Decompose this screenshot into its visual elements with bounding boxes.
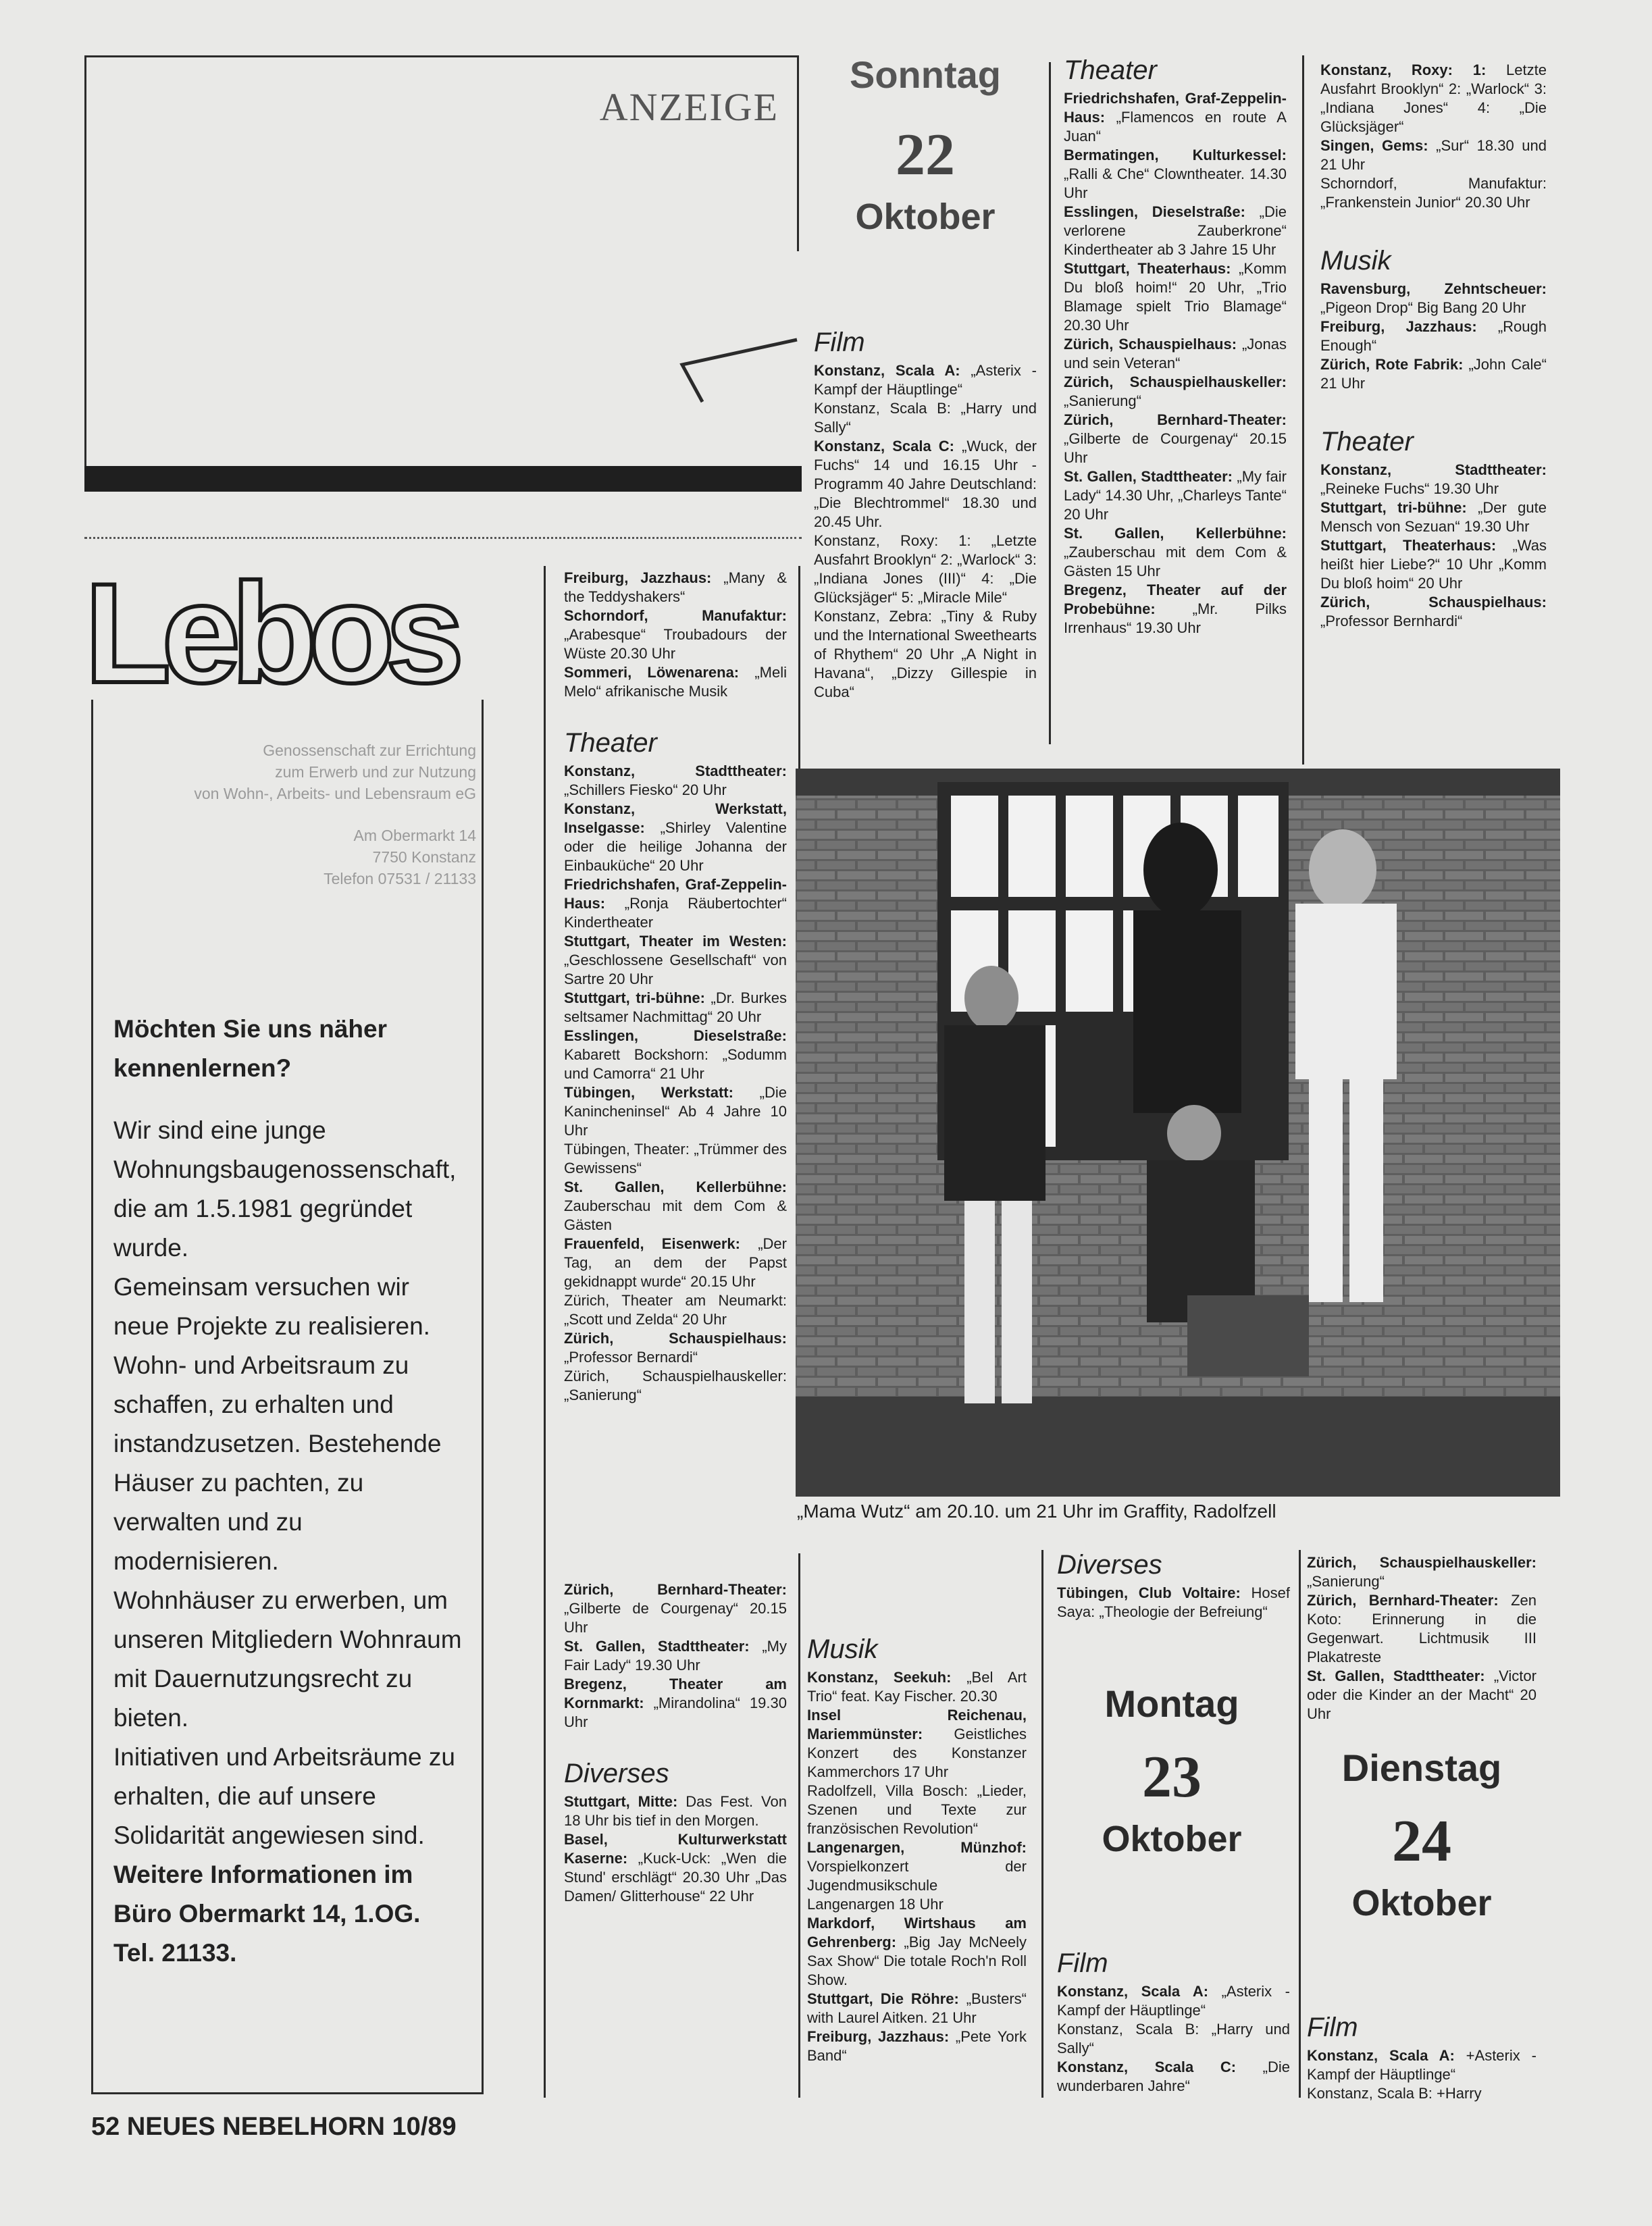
- listing-text: „Rough Enough“: [1320, 318, 1547, 354]
- listing-entry: [814, 399, 1037, 437]
- listing-place: Stuttgart, Theaterhaus:: [1320, 537, 1497, 554]
- col4-film-block: [1057, 1948, 1290, 2096]
- listing-text: „Professor Bernhardi“: [1320, 613, 1463, 629]
- sunday-day: 22: [896, 122, 955, 188]
- col4-film-list: [1057, 1982, 1290, 2096]
- anzeige-label: ANZEIGE: [599, 85, 779, 129]
- listing-text: „Arabesque“ Troubadours der Wüste 20.30 Uhr: [564, 626, 787, 662]
- listing-entry: [564, 1083, 787, 1140]
- divider-col4-col5-bottom: [1299, 1550, 1301, 2098]
- listing-place: Insel Reichenau, Mariemmünster:: [807, 1707, 1027, 1742]
- col5-top-block: [1320, 61, 1547, 631]
- listing-place: Freiburg, Jazzhaus:: [807, 2028, 950, 2045]
- section-film-monday: Film: [1057, 1948, 1108, 1978]
- listing-entry: [1320, 498, 1547, 536]
- listing-place: Esslingen, Dieselstraße:: [564, 1027, 787, 1044]
- listing-entry: [564, 569, 787, 606]
- listing-text: „Many & the Teddyshakers“: [564, 569, 787, 605]
- listing-place: Langenargen, Münzhof:: [807, 1839, 1027, 1856]
- listing-text: „My fair Lady“ 14.30 Uhr, „Charleys Tante“ 20 Uhr: [1064, 468, 1287, 523]
- sunday-date: [807, 53, 1043, 238]
- section-musik-col5: Musik: [1320, 246, 1391, 276]
- lebos-addr-line-2: 7750 Konstanz: [372, 848, 476, 866]
- listing-place: Tübingen, Club Voltaire:: [1057, 1584, 1241, 1601]
- listing-text: „Dr. Burkes seltsamer Nachmittag“ 20 Uhr: [564, 989, 787, 1025]
- listing-place: Stuttgart, Die Röhre:: [807, 1990, 959, 2007]
- listing-entry: [564, 1637, 787, 1675]
- listing-entry: [1320, 355, 1547, 393]
- listing-place: Bermatingen, Kulturkessel:: [1064, 147, 1287, 163]
- listing-text: „Pigeon Drop“ Big Bang 20 Uhr: [1320, 299, 1526, 316]
- listing-text: „Ralli & Che“ Clowntheater. 14.30 Uhr: [1064, 165, 1287, 201]
- listing-text: Zürich, Schauspielhauskeller: „Sanierung“: [564, 1368, 787, 1403]
- listing-text: „Jonas und sein Veteran“: [1064, 336, 1287, 371]
- col3-film-block: [814, 328, 1037, 702]
- listing-entry: [807, 1990, 1027, 2027]
- tuesday-date: [1303, 1746, 1540, 1924]
- lebos-body: [113, 1010, 465, 1973]
- lebos-sub-line-3: von Wohn-, Arbeits- und Lebensraum eG: [194, 785, 476, 802]
- divider-col4-col5: [1302, 55, 1304, 765]
- listing-entry: [564, 932, 787, 989]
- listing-text: Das Fest. Von 18 Uhr bis tief in den Morgen.: [564, 1793, 787, 1829]
- listing-entry: [1057, 2058, 1290, 2096]
- col2-top-block: [564, 569, 787, 1405]
- col5-bottom-list: [1307, 1553, 1537, 1724]
- listing-place: Zürich, Schauspielhaus:: [564, 1330, 787, 1347]
- listing-entry: [1064, 411, 1287, 467]
- section-musik-col3: Musik: [807, 1634, 878, 1664]
- listing-entry: [814, 532, 1037, 607]
- listing-text: Tübingen, Theater: „Trümmer des Gewissens“: [564, 1141, 787, 1176]
- listing-text: „Sur“ 18.30 und 21 Uhr: [1320, 137, 1547, 173]
- listing-place: Bregenz, Theater auf der Probebühne:: [1064, 581, 1287, 617]
- listing-text: Konstanz, Roxy: 1: „Letzte Ausfahrt Brooklyn“ 2: „Warlock“ 3: „Indiana Jones (III)“ 4: „Die Glücksjäger“ 5: „Miracle Mile“: [814, 532, 1037, 606]
- listing-entry: [564, 1027, 787, 1083]
- listing-place: Friedrichshafen, Graf-Zeppelin-Haus:: [1064, 90, 1287, 126]
- divider-col2-col3-bottom: [798, 1553, 800, 2098]
- listing-text: „Big Jay McNeely Sax Show“ Die totale Roch'n Roll Show.: [807, 1934, 1027, 1988]
- tuesday-month: Oktober: [1351, 1883, 1492, 1923]
- monday-day: 23: [1142, 1744, 1202, 1810]
- listing-entry: [564, 800, 787, 875]
- col4-theater-block: [1064, 55, 1287, 638]
- listing-text: Radolfzell, Villa Bosch: „Lieder, Szenen und Texte zur französischen Revolution“: [807, 1782, 1027, 1837]
- tuesday-weekday: Dienstag: [1341, 1746, 1502, 1789]
- lebos-logo-frame: [78, 561, 510, 702]
- listing-place: St. Gallen, Stadttheater:: [1307, 1667, 1485, 1684]
- listing-text: Schorndorf, Manufaktur: „Frankenstein Junior“ 20.30 Uhr: [1320, 175, 1547, 211]
- listing-entry: [807, 1914, 1027, 1990]
- listing-entry: [1320, 174, 1547, 212]
- listing-text: „Shirley Valentine oder die heilige Johanna der Einbauküche“ 20 Uhr: [564, 819, 787, 874]
- lebos-addr-line-1: Am Obermarkt 14: [353, 827, 476, 844]
- listing-entry: [1064, 581, 1287, 638]
- lebos-subtitle: [95, 740, 476, 889]
- col4-bottom-block: [1057, 1550, 1290, 1622]
- anzeige-right-edge: [797, 55, 799, 251]
- col5-bottom-block: [1307, 1553, 1537, 1724]
- listing-text: „Die Kanincheninsel“ Ab 4 Jahre 10 Uhr: [564, 1084, 787, 1139]
- listing-place: Konstanz, Scala A:: [1057, 1983, 1209, 2000]
- listing-place: Konstanz, Werkstatt, Inselgasse:: [564, 800, 787, 836]
- listing-entry: [564, 1235, 787, 1291]
- listing-text: „Komm Du bloß hoim!“ 20 Uhr, „Trio Blamage spielt Trio Blamage“ 20.30 Uhr: [1064, 260, 1287, 334]
- listing-text: „Schillers Fiesko“ 20 Uhr: [564, 781, 727, 798]
- listing-entry: [1320, 136, 1547, 174]
- listing-text: „Die verlorene Zauberkrone“ Kindertheater ab 3 Jahre 15 Uhr: [1064, 203, 1287, 258]
- anzeige-arrow-stroke: [669, 334, 804, 415]
- listing-place: Zürich, Bernhard-Theater:: [564, 1581, 787, 1598]
- col2-bottom-block: [564, 1580, 787, 1906]
- listing-place: Stuttgart, Mitte:: [564, 1793, 678, 1810]
- listing-entry: [1320, 61, 1547, 136]
- listing-entry: [1320, 536, 1547, 593]
- listing-place: Konstanz, Seekuh:: [807, 1669, 952, 1686]
- section-film-sunday: Film: [814, 328, 865, 357]
- listing-text: Konstanz, Scala B: +Harry: [1307, 2085, 1482, 2102]
- page-footer: 52 NEUES NEBELHORN 10/89: [91, 2113, 457, 2141]
- section-diverses-col2: Diverses: [564, 1759, 669, 1788]
- col4-diverses-list: [1057, 1584, 1290, 1622]
- listing-text: Hosef Saya: „Theologie der Befreiung“: [1057, 1584, 1290, 1620]
- listing-place: Sommeri, Löwenarena:: [564, 664, 740, 681]
- listing-text: Zürich, Theater am Neumarkt: „Scott und Zelda“ 20 Uhr: [564, 1292, 787, 1328]
- lebos-sub-line-1: Genossenschaft zur Errichtung: [263, 742, 476, 759]
- listing-entry: [564, 762, 787, 800]
- listing-text: Zen Koto: Erinnerung in die Gegenwart. Lichtmusik III Plakatreste: [1307, 1592, 1537, 1665]
- listing-entry: [1064, 524, 1287, 581]
- col5-theater-list: [1320, 461, 1547, 631]
- listing-entry: [1320, 461, 1547, 498]
- sunday-weekday: Sonntag: [850, 53, 1001, 96]
- listing-entry: [1320, 317, 1547, 355]
- listing-text: Geistliches Konzert des Konstanzer Kammerchors 17 Uhr: [807, 1726, 1027, 1780]
- listing-place: Zürich, Schauspielhauskeller:: [1307, 1554, 1537, 1571]
- listing-entry: [1320, 280, 1547, 317]
- section-theater-col2: Theater: [564, 728, 657, 758]
- anzeige-bottom-bar: [84, 466, 802, 492]
- lebos-logo-text: Lebos: [84, 561, 455, 702]
- listing-entry: [1057, 1982, 1290, 2020]
- listing-text: Konstanz, Scala B: „Harry und Sally“: [1057, 2021, 1290, 2056]
- listing-entry: [564, 1580, 787, 1637]
- listing-entry: [1307, 2046, 1537, 2084]
- listing-place: Stuttgart, tri-bühne:: [1320, 499, 1467, 516]
- listing-place: Konstanz, Stadttheater:: [564, 762, 787, 779]
- divider-col3-col4: [1049, 62, 1051, 744]
- listing-text: „Asterix - Kampf der Häuptlinge“: [814, 362, 1037, 398]
- listing-place: Tübingen, Werkstatt:: [564, 1084, 733, 1101]
- listing-text: „Der Tag, an dem der Papst gekidnappt wurde“ 20.15 Uhr: [564, 1235, 787, 1290]
- anzeige-dotted-rule: [84, 537, 802, 539]
- lebos-para-3: Wohnhäuser zu erwerben, um unseren Mitgliedern Wohnraum mit Dauernutzungsrecht zu bieten.: [113, 1586, 462, 1732]
- listing-place: St. Gallen, Stadttheater:: [1064, 468, 1233, 485]
- section-theater-col4: Theater: [1064, 55, 1157, 85]
- listing-entry: [1307, 1591, 1537, 1667]
- listing-text: Letzte Ausfahrt Brooklyn“ 2: „Warlock“ 3: „Indiana Jones“ 4: „Die Glücksjäger“: [1320, 61, 1547, 135]
- listing-entry: [1064, 467, 1287, 524]
- listing-text: „Professor Bernardi“: [564, 1349, 698, 1366]
- listing-place: Bregenz, Theater am Kornmarkt:: [564, 1676, 787, 1711]
- sunday-month: Oktober: [855, 197, 996, 237]
- listing-entry: [1064, 335, 1287, 373]
- listing-place: Ravensburg, Zehntscheuer:: [1320, 280, 1547, 297]
- listing-text: +Asterix - Kampf der Häuptlinge“: [1307, 2047, 1537, 2083]
- listing-text: „Die wunderbaren Jahre“: [1057, 2059, 1290, 2094]
- listing-place: Konstanz, Scala A:: [1307, 2047, 1455, 2064]
- listing-text: „Mirandolina“ 19.30 Uhr: [564, 1694, 787, 1730]
- listing-text: „Gilberte de Courgenay“ 20.15 Uhr: [564, 1600, 787, 1636]
- section-diverses-col4: Diverses: [1057, 1550, 1162, 1580]
- listing-entry: [564, 1675, 787, 1732]
- col4-theater-list: [1064, 89, 1287, 638]
- col5-musik-list: [1320, 280, 1547, 393]
- listing-entry: [564, 1329, 787, 1367]
- listing-place: Konstanz, Scala A:: [814, 362, 960, 379]
- listing-entry: [564, 875, 787, 932]
- lebos-para-2: Gemeinsam versuchen wir neue Projekte zu realisieren. Wohn- und Arbeitsraum zu schaffen, zu erhalten und instandzusetzen. Bestehende Häuser zu pachten, zu verwalten und zu modernisieren.: [113, 1273, 442, 1575]
- listing-text: „Bel Art Trio“ feat. Kay Fischer. 20.30: [807, 1669, 1027, 1705]
- listing-place: Konstanz, Scala C:: [814, 438, 954, 455]
- listing-entry: [807, 1782, 1027, 1838]
- listing-text: „Geschlossene Gesellschaft“ von Sartre 20 Uhr: [564, 952, 787, 987]
- listing-text: „Pete York Band“: [807, 2028, 1027, 2064]
- listing-entry: [807, 1706, 1027, 1782]
- band-photo-graphic: [796, 769, 1560, 1497]
- section-film-tuesday: Film: [1307, 2013, 1358, 2042]
- col2-bottom-list: [564, 1580, 787, 1732]
- listing-text: „Victor oder die Kinder an der Macht“ 20 Uhr: [1307, 1667, 1537, 1722]
- listing-text: „Was heißt hier Liebe?“ 10 Uhr „Komm Du bloß hoim“ 20 Uhr: [1320, 537, 1547, 592]
- listing-place: Singen, Gems:: [1320, 137, 1428, 154]
- section-theater-col5: Theater: [1320, 427, 1414, 457]
- listing-text: „John Cale“ 21 Uhr: [1320, 356, 1547, 392]
- listing-place: St. Gallen, Stadttheater:: [564, 1638, 750, 1655]
- listing-place: Zürich, Schauspielhaus:: [1320, 594, 1547, 611]
- col2-diverses-list: [564, 1792, 787, 1906]
- listing-text: „Reineke Fuchs“ 19.30 Uhr: [1320, 480, 1499, 497]
- listing-text: „Busters“ with Laurel Aitken. 21 Uhr: [807, 1990, 1027, 2026]
- listing-place: Freiburg, Jazzhaus:: [1320, 318, 1477, 335]
- listing-place: Schorndorf, Manufaktur:: [564, 607, 787, 624]
- listing-place: Frauenfeld, Eisenwerk:: [564, 1235, 740, 1252]
- listing-place: St. Gallen, Kellerbühne:: [1064, 525, 1287, 542]
- listing-entry: [807, 1838, 1027, 1914]
- listing-entry: [1064, 89, 1287, 146]
- lebos-para-1: Wir sind eine junge Wohnungsbaugenossenschaft, die am 1.5.1981 gegründet wurde.: [113, 1116, 457, 1262]
- listing-text: Konstanz, Zebra: „Tiny & Ruby und the International Sweethearts of Rhythem“ 20 Uhr „A Night in Havana“, „Dizzy Gillespie in Cuba“: [814, 608, 1037, 700]
- listing-place: Konstanz, Scala C:: [1057, 2059, 1237, 2075]
- listing-entry: [814, 361, 1037, 399]
- lebos-footer: Weitere Informationen im Büro Obermarkt 14, 1.OG. Tel. 21133.: [113, 1861, 421, 1967]
- monday-month: Oktober: [1102, 1819, 1242, 1859]
- listing-text: Konstanz, Scala B: „Harry und Sally“: [814, 400, 1037, 436]
- listing-entry: [1307, 1667, 1537, 1724]
- listing-text: Kabarett Bockshorn: „Sodumm und Camorra“ 21 Uhr: [564, 1046, 787, 1082]
- listing-text: „Wuck, der Fuchs“ 14 und 16.15 Uhr - Programm 40 Jahre Deutschland: „Die Blechtrommel“ 18.30 und 20.45 Uhr.: [814, 438, 1037, 530]
- listing-entry: [1064, 373, 1287, 411]
- listing-place: Zürich, Bernhard-Theater:: [1064, 411, 1287, 428]
- listing-place: Markdorf, Wirtshaus am Gehrenberg:: [807, 1915, 1027, 1950]
- listing-place: Stuttgart, Theaterhaus:: [1064, 260, 1231, 277]
- listing-place: Stuttgart, Theater im Westen:: [564, 933, 787, 950]
- listing-entry: [807, 1668, 1027, 1706]
- listing-text: „Sanierung“: [1307, 1573, 1385, 1590]
- listing-entry: [1057, 2020, 1290, 2058]
- listing-text: „Gilberte de Courgenay“ 20.15 Uhr: [1064, 430, 1287, 466]
- listing-entry: [1064, 259, 1287, 335]
- divider-col1-col2: [544, 566, 546, 2098]
- col5-film-block: [1307, 2013, 1537, 2103]
- listing-text: „Mr. Pilks Irrenhaus“ 19.30 Uhr: [1064, 600, 1287, 636]
- listing-place: Zürich, Schauspielhaus:: [1064, 336, 1237, 353]
- listing-entry: [564, 1178, 787, 1235]
- band-photo: [796, 769, 1560, 1497]
- monday-weekday: Montag: [1104, 1682, 1239, 1725]
- lebos-addr-line-3: Telefon 07531 / 21133: [324, 870, 476, 887]
- listing-text: „Asterix - Kampf der Häuptlinge“: [1057, 1983, 1290, 2019]
- listing-entry: [564, 1140, 787, 1178]
- listing-place: Stuttgart, tri-bühne:: [564, 989, 705, 1006]
- listing-entry: [564, 606, 787, 663]
- listing-entry: [1064, 146, 1287, 203]
- listing-entry: [564, 989, 787, 1027]
- listing-place: Esslingen, Dieselstraße:: [1064, 203, 1245, 220]
- col5-top-list: [1320, 61, 1547, 212]
- listing-text: „Flamencos en route A Juan“: [1064, 109, 1287, 145]
- listing-place: St. Gallen, Kellerbühne:: [564, 1179, 787, 1195]
- listing-place: Konstanz, Roxy: 1:: [1320, 61, 1487, 78]
- listing-text: Vorspielkonzert der Jugendmusikschule Langenargen 18 Uhr: [807, 1858, 1027, 1913]
- divider-col3-col4-bottom: [1041, 1550, 1043, 2098]
- lebos-para-4: Initiativen und Arbeitsräume zu erhalten, die auf unsere Solidarität angewiesen sind.: [113, 1743, 455, 1849]
- lebos-heading: Möchten Sie uns näher kennenlernen?: [113, 1015, 388, 1082]
- listing-entry: [1307, 2084, 1537, 2103]
- listing-entry: [564, 663, 787, 701]
- listing-place: Konstanz, Stadttheater:: [1320, 461, 1547, 478]
- listing-place: Basel, Kulturwerkstatt Kaserne:: [564, 1831, 787, 1867]
- col3-film-list: [814, 361, 1037, 702]
- monday-date: [1054, 1682, 1290, 1860]
- listing-text: „Der gute Mensch von Sezuan“ 19.30 Uhr: [1320, 499, 1547, 535]
- listing-place: Zürich, Bernhard-Theater:: [1307, 1592, 1499, 1609]
- listing-entry: [814, 437, 1037, 532]
- lebos-sub-line-2: zum Erwerb und zur Nutzung: [275, 763, 476, 781]
- listing-entry: [814, 607, 1037, 702]
- col3-musik-block: [807, 1634, 1027, 2065]
- listing-entry: [564, 1291, 787, 1329]
- photo-caption: „Mama Wutz“ am 20.10. um 21 Uhr im Graffity, Radolfzell: [797, 1501, 1276, 1522]
- listing-text: „Zauberschau mit dem Com & Gästen 15 Uhr: [1064, 544, 1287, 579]
- listing-entry: [564, 1830, 787, 1906]
- listing-place: Zürich, Schauspielhauskeller:: [1064, 373, 1287, 390]
- listing-text: Zauberschau mit dem Com & Gästen: [564, 1197, 787, 1233]
- col2-top-list: [564, 569, 787, 701]
- tuesday-day: 24: [1392, 1809, 1451, 1874]
- listing-entry: [1064, 203, 1287, 259]
- listing-entry: [564, 1367, 787, 1405]
- col3-musik-list: [807, 1668, 1027, 2065]
- listing-entry: [1307, 1553, 1537, 1591]
- col2-theater-list: [564, 762, 787, 1405]
- col5-film-list: [1307, 2046, 1537, 2103]
- listing-entry: [564, 1792, 787, 1830]
- listing-place: Friedrichshafen, Graf-Zeppelin-Haus:: [564, 876, 787, 912]
- listing-text: „Kuck-Uck: „Wen die Stund' erschlägt“ 20.30 Uhr „Das Damen/ Glitterhouse“ 22 Uhr: [564, 1850, 787, 1905]
- listing-place: Freiburg, Jazzhaus:: [564, 569, 712, 586]
- listing-entry: [807, 2027, 1027, 2065]
- listing-text: „My Fair Lady“ 19.30 Uhr: [564, 1638, 787, 1674]
- listing-text: „Meli Melo“ afrikanische Musik: [564, 664, 787, 700]
- lebos-logo-graphic: [78, 561, 510, 702]
- listing-entry: [1057, 1584, 1290, 1622]
- listing-entry: [1320, 593, 1547, 631]
- listing-text: „Sanierung“: [1064, 392, 1141, 409]
- listing-place: Zürich, Rote Fabrik:: [1320, 356, 1464, 373]
- listing-text: „Ronja Räubertochter“ Kindertheater: [564, 895, 787, 931]
